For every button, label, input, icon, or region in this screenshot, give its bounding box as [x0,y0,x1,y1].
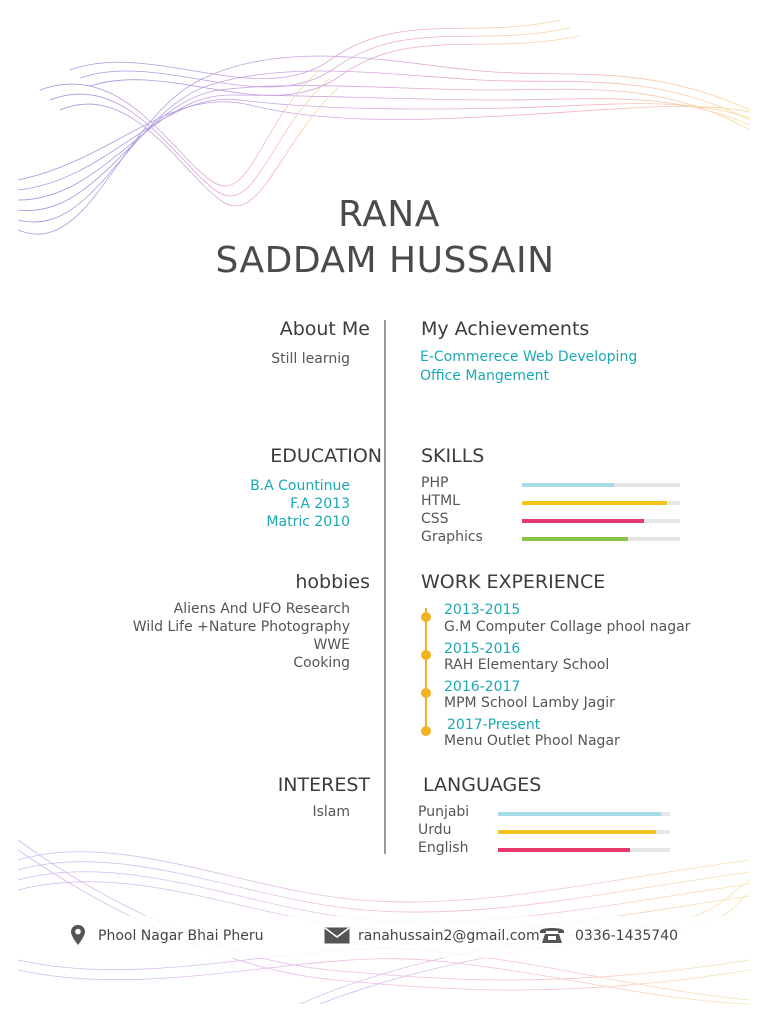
skill-bar-track [522,483,680,487]
achievement-item: Office Mangement [420,368,549,384]
skill-label: CSS [421,511,449,527]
language-bar-fill [498,830,656,834]
work-place: Menu Outlet Phool Nagar [444,733,620,749]
contact-address: Phool Nagar Bhai Pheru [98,928,264,944]
map-pin-icon [70,924,86,946]
skill-bar-track [522,537,680,541]
contact-phone[interactable]: 0336-1435740 [575,928,679,944]
language-label: Urdu [418,822,452,838]
language-bar-track [498,848,670,852]
language-bar-fill [498,812,661,816]
hobby-item: Aliens And UFO Research [173,601,350,617]
language-row [418,840,678,858]
work-years: 2016-2017 [444,679,521,695]
language-bar-fill [498,848,630,852]
education-item: Matric 2010 [266,514,350,530]
hobby-item: Cooking [293,655,350,671]
language-label: Punjabi [418,804,470,820]
skill-row [421,493,681,511]
center-divider [384,320,386,854]
timeline-dot [421,726,431,736]
about-me-text: Still learnig [271,351,350,367]
language-bar-track [498,830,670,834]
work-place: G.M Computer Collage phool nagar [444,619,691,635]
skill-bar-track [522,519,680,523]
education-item: F.A 2013 [290,496,350,512]
skill-row [421,529,681,547]
hobby-item: WWE [313,637,350,653]
work-place: RAH Elementary School [444,657,610,673]
timeline-dot [421,612,431,622]
skill-bar-fill [522,483,614,487]
achievement-item: E-Commerece Web Developing [420,349,638,365]
contact-email[interactable]: ranahussain2@gmail.com [358,928,540,944]
last-name: SADDAM HUSSAIN [215,240,555,281]
achievements-heading: My Achievements [421,318,590,340]
language-row [418,822,678,840]
languages-heading: LANGUAGES [423,774,542,796]
skill-label: PHP [421,475,449,491]
work-years: 2017-Present [447,717,541,733]
about-me-heading: About Me [279,318,370,340]
interest-heading: INTEREST [277,774,370,796]
work-timeline [425,608,427,734]
envelope-icon [324,927,350,944]
work-place: MPM School Lamby Jagir [444,695,615,711]
telephone-icon [538,925,566,945]
language-row [418,804,678,822]
skill-row [421,475,681,493]
skill-label: Graphics [421,529,483,545]
skill-bar-fill [522,519,644,523]
skill-bar-fill [522,501,667,505]
timeline-dot [421,688,431,698]
interest-text: Islam [312,804,350,820]
skill-bar-track [522,501,680,505]
work-years: 2013-2015 [444,602,521,618]
work-experience-heading: WORK EXPERIENCE [421,571,606,593]
hobbies-heading: hobbies [295,571,370,593]
education-item: B.A Countinue [250,478,350,494]
hobby-item: Wild Life +Nature Photography [132,619,350,635]
skill-label: HTML [421,493,460,509]
skills-heading: SKILLS [421,445,485,467]
language-label: English [418,840,469,856]
skill-row [421,511,681,529]
first-name: RANA [338,194,440,235]
education-heading: EDUCATION [270,445,382,467]
timeline-dot [421,650,431,660]
skill-bar-fill [522,537,628,541]
work-years: 2015-2016 [444,641,521,657]
language-bar-track [498,812,670,816]
